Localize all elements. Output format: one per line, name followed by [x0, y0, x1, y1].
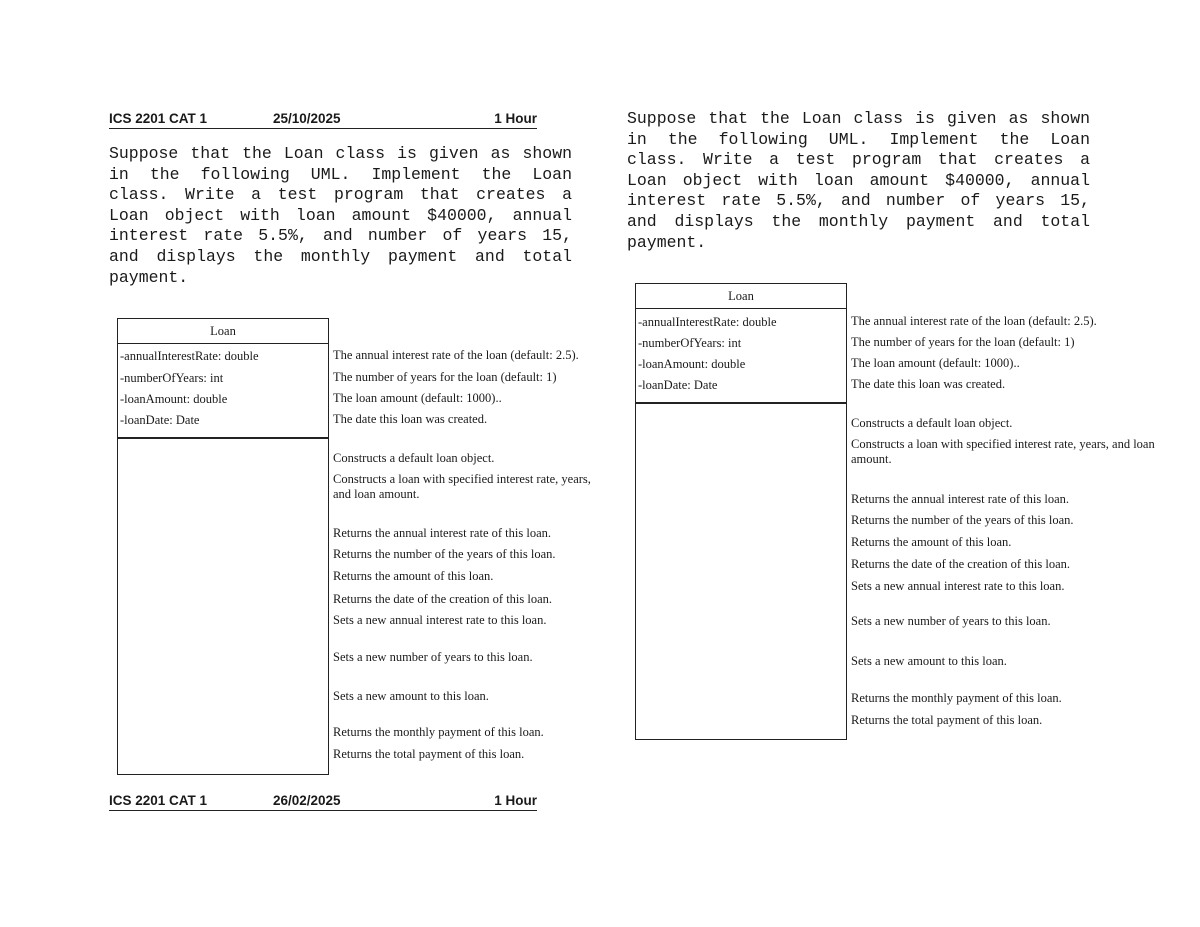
uml-field: -numberOfYears: int: [638, 336, 742, 350]
uml-class-box: [635, 283, 847, 740]
uml-field-description: The loan amount (default: 1000)..: [333, 391, 502, 405]
uml-field-description: The number of years for the loan (default: 1): [333, 370, 557, 384]
uml-method-description: Returns the total payment of this loan.: [333, 747, 525, 761]
uml-fields-section: [118, 344, 328, 439]
uml-method-description: Returns the number of the years of this loan.: [333, 547, 556, 561]
question-text-right: Suppose that the Loan class is given as shown in the following UML. Implement the Loan class. Write a test program that creates a Loan object with loan amount $40000, annual interest rate 5.5%, and number of years 15, and displays the monthly payment and total payment.: [627, 109, 1090, 252]
exam-date: 26/02/2025: [273, 793, 341, 808]
uml-method-description: Constructs a default loan object.: [851, 416, 1013, 430]
uml-method-description: Sets a new number of years to this loan.: [333, 650, 533, 664]
uml-field-description: The annual interest rate of the loan (default: 2.5).: [851, 314, 1097, 328]
uml-field: -numberOfYears: int: [120, 371, 224, 385]
uml-method-description: Constructs a default loan object.: [333, 451, 495, 465]
uml-method-description: Returns the date of the creation of this loan.: [851, 557, 1071, 571]
uml-field: -annualInterestRate: double: [638, 315, 777, 329]
uml-method-description: Constructs a loan with specified interest rate, years, and loan amount.: [851, 437, 1155, 466]
uml-field-description: The number of years for the loan (default: 1): [851, 335, 1075, 349]
uml-method-description: Sets a new amount to this loan.: [333, 689, 489, 703]
uml-method-description: Returns the amount of this loan.: [333, 569, 494, 583]
uml-field: -loanAmount: double: [638, 357, 746, 371]
uml-method-description: Sets a new number of years to this loan.: [851, 614, 1051, 628]
uml-method-description: Sets a new annual interest rate to this loan.: [851, 579, 1065, 593]
course-code: ICS 2201 CAT 1: [109, 793, 208, 808]
uml-field-description: The annual interest rate of the loan (default: 2.5).: [333, 348, 579, 362]
uml-field-description: The loan amount (default: 1000)..: [851, 356, 1020, 370]
exam-header-bottom: [109, 792, 537, 811]
uml-method-description: Returns the monthly payment of this loan.: [333, 725, 544, 739]
exam-date: 25/10/2025: [273, 111, 341, 126]
uml-method-description: Constructs a loan with specified interest rate, years, and loan amount.: [333, 472, 591, 501]
uml-field-description: The date this loan was created.: [851, 377, 1006, 391]
exam-duration: 1 Hour: [494, 793, 537, 808]
uml-field: -loanAmount: double: [120, 392, 228, 406]
uml-method-description: Returns the annual interest rate of this loan.: [333, 526, 551, 540]
uml-method-description: Returns the amount of this loan.: [851, 535, 1012, 549]
question-text-left: Suppose that the Loan class is given as shown in the following UML. Implement the Loan class. Write a test program that creates a Loan object with loan amount $40000, annual interest rate 5.5%, and number of years 15, and displays the monthly payment and total payment.: [109, 144, 572, 287]
uml-class-box: [117, 318, 329, 775]
uml-field: -loanDate: Date: [638, 378, 718, 392]
uml-method-description: Returns the total payment of this loan.: [851, 713, 1043, 727]
uml-method-description: Returns the annual interest rate of this loan.: [851, 492, 1069, 506]
uml-method-description: Returns the monthly payment of this loan.: [851, 691, 1062, 705]
uml-method-description: Sets a new amount to this loan.: [851, 654, 1007, 668]
uml-class-name: Loan: [636, 284, 846, 309]
uml-fields-section: [636, 309, 846, 404]
uml-field-description: The date this loan was created.: [333, 412, 488, 426]
uml-field: -loanDate: Date: [120, 413, 200, 427]
course-code: ICS 2201 CAT 1: [109, 111, 208, 126]
exam-header-top: [109, 110, 537, 129]
uml-method-description: Returns the number of the years of this loan.: [851, 513, 1074, 527]
uml-method-description: Sets a new annual interest rate to this loan.: [333, 613, 547, 627]
uml-class-name: Loan: [118, 319, 328, 344]
exam-duration: 1 Hour: [494, 111, 537, 126]
uml-method-description: Returns the date of the creation of this loan.: [333, 592, 553, 606]
uml-field: -annualInterestRate: double: [120, 349, 259, 363]
